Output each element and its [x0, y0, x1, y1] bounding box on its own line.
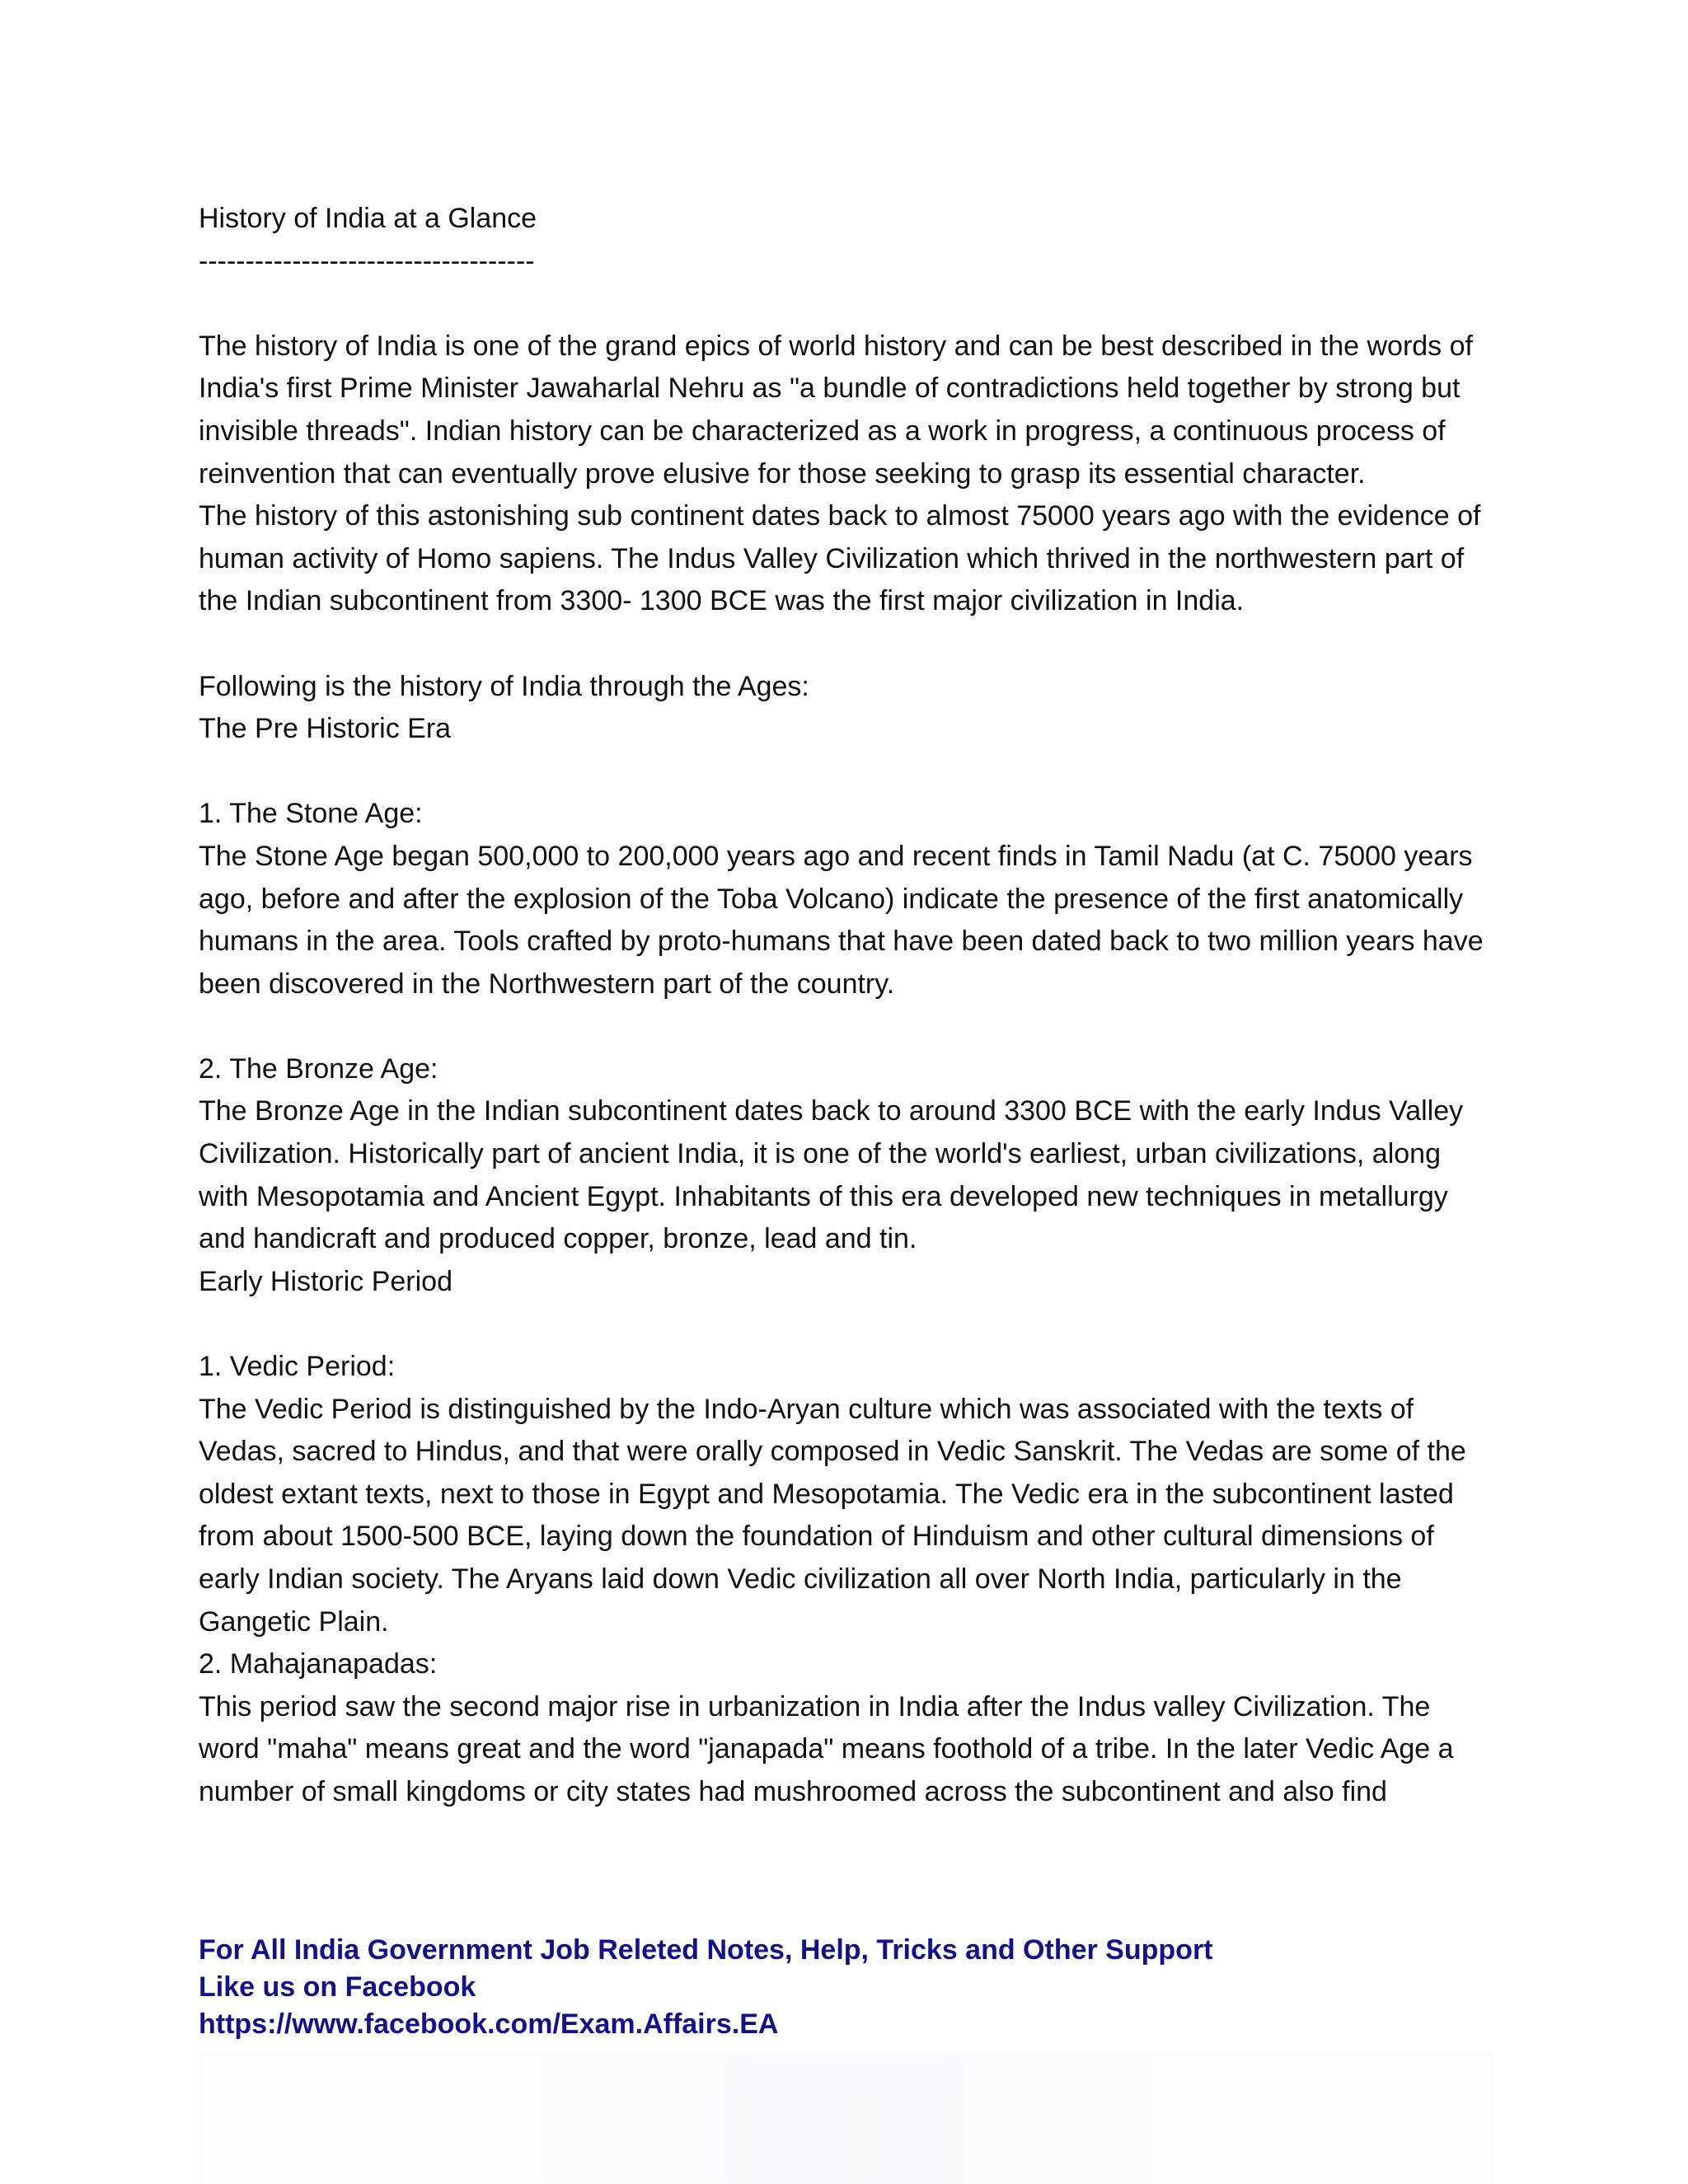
text-line: Civilization. Historically part of ancient India, it is one of the world's earliest, urban civilizations, along: [199, 1138, 1441, 1170]
document-body: [199, 198, 1493, 1814]
promo-footer: [199, 1932, 1213, 2043]
text-line: from about 1500-500 BCE, laying down the foundation of Hinduism and other cultural dimensions of: [199, 1521, 1434, 1553]
footer-promo-text: For All India Government Job Releted Notes, Help, Tricks and Other Support: [199, 1934, 1213, 1966]
text-line: The Bronze Age in the Indian subcontinent dates back to around 3300 BCE with the early Indus Valley: [199, 1095, 1464, 1127]
text-line: 1. Vedic Period:: [199, 1351, 396, 1383]
text-line: human activity of Homo sapiens. The Indus Valley Civilization which thrived in the northwestern part of: [199, 542, 1465, 574]
footer-facebook-cta: Like us on Facebook: [199, 1971, 476, 2003]
blank-line: [199, 283, 1493, 326]
text-line: The history of India is one of the grand epics of world history and can be best described in the words of: [199, 330, 1473, 362]
text-line: been discovered in the Northwestern part of the country.: [199, 968, 895, 1000]
blank-line: [199, 1303, 1493, 1346]
text-line: India's first Prime Minister Jawaharlal Nehru as "a bundle of contradictions held together by strong but: [199, 373, 1461, 405]
text-line: the Indian subcontinent from 3300- 1300 BCE was the first major civilization in India.: [199, 585, 1245, 617]
text-line: with Mesopotamia and Ancient Egypt. Inhabitants of this era developed new techniques in metallurgy: [199, 1180, 1448, 1212]
text-line: The Pre Historic Era: [199, 713, 452, 745]
blank-line: [199, 751, 1493, 794]
text-line: Early Historic Period: [199, 1265, 452, 1297]
text-line: Following is the history of India through the Ages:: [199, 670, 809, 702]
text-line: invisible threads". Indian history can be characterized as a work in progress, a continuous process of: [199, 415, 1446, 447]
text-line: Vedas, sacred to Hindus, and that were orally composed in Vedic Sanskrit. The Vedas are some of the: [199, 1436, 1466, 1468]
body-text: [199, 283, 1493, 1813]
text-line: humans in the area. Tools crafted by proto-humans that have been dated back to two million years have: [199, 926, 1484, 958]
text-line: ago, before and after the explosion of the Toba Volcano) indicate the presence of the first anatomically: [199, 883, 1464, 915]
text-line: The Vedic Period is distinguished by the Indo-Aryan culture which was associated with the texts of: [199, 1393, 1414, 1425]
text-line: 1. The Stone Age:: [199, 798, 423, 830]
blank-line: [199, 1005, 1493, 1048]
title-underline: ------------------------------------: [199, 245, 535, 277]
text-line: and handicraft and produced copper, bronze, lead and tin.: [199, 1223, 917, 1255]
text-line: reinvention that can eventually prove elusive for those seeking to grasp its essential character.: [199, 457, 1366, 490]
text-line: 2. The Bronze Age:: [199, 1052, 438, 1085]
text-line: word "maha" means great and the word "janapada" means foothold of a tribe. In the later Vedic Age a: [199, 1733, 1454, 1765]
document-title: History of India at a Glance: [199, 203, 537, 234]
text-line: This period saw the second major rise in urbanization in India after the Indus valley Civilization. The: [199, 1690, 1431, 1722]
text-line: The Stone Age began 500,000 to 200,000 years ago and recent finds in Tamil Nadu (at C. 75000 years: [199, 840, 1473, 872]
text-line: The history of this astonishing sub continent dates back to almost 75000 years ago with the evidence of: [199, 500, 1481, 532]
text-line: Gangetic Plain.: [199, 1605, 389, 1638]
text-line: early Indian society. The Aryans laid down Vedic civilization all over North India, particularly in the: [199, 1563, 1402, 1595]
text-line: 2. Mahajanapadas:: [199, 1648, 438, 1680]
text-line: oldest extant texts, next to those in Egypt and Mesopotamia. The Vedic era in the subcontinent lasted: [199, 1478, 1454, 1510]
scan-shade: [199, 2052, 1493, 2184]
footer-facebook-link[interactable]: https://www.facebook.com/Exam.Affairs.EA: [199, 2008, 779, 2040]
blank-line: [199, 623, 1493, 666]
text-line: number of small kingdoms or city states had mushroomed across the subcontinent and also find: [199, 1775, 1387, 1807]
